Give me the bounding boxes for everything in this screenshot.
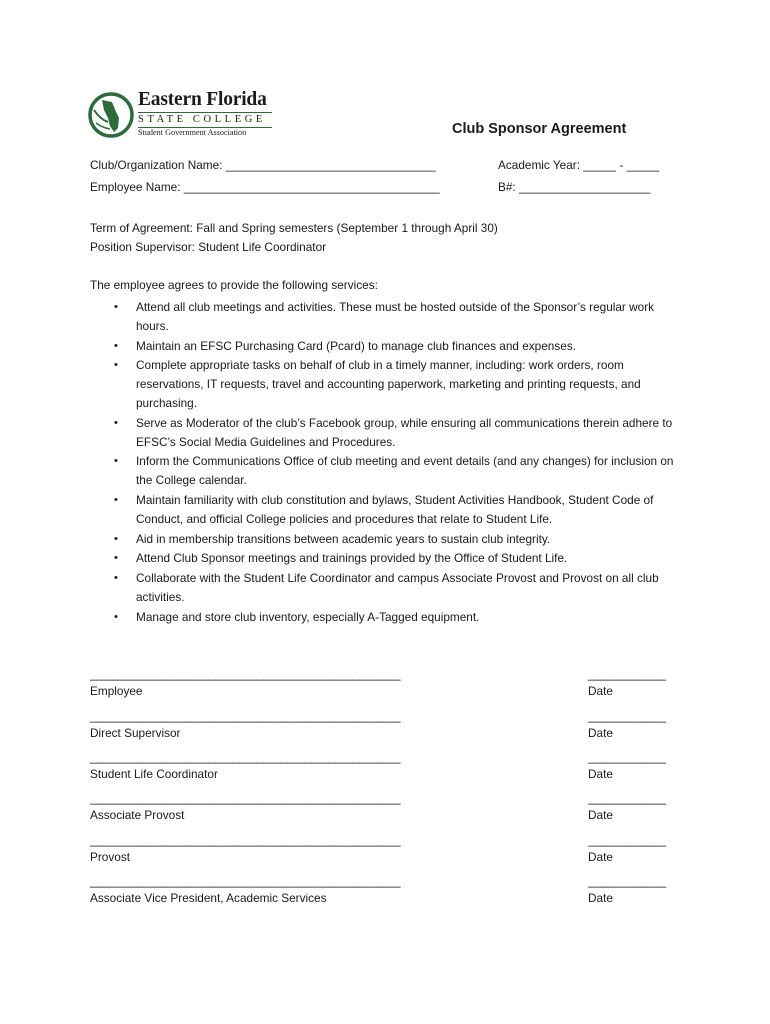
academic-year-field[interactable]: Academic Year: _____ - _____ xyxy=(498,158,660,172)
list-item: • Collaborate with the Student Life Coordinator and campus Associate Provost and Provost on all club activities. xyxy=(114,571,659,604)
position-supervisor: Position Supervisor: Student Life Coordinator xyxy=(90,240,327,254)
signature-line[interactable]: ____________________________________________________ xyxy=(90,667,400,681)
services-list xyxy=(90,298,690,628)
list-item: • Inform the Communications Office of club meeting and event details (and any changes) for inclusion on the College calendar. xyxy=(114,454,674,488)
bullet-icon: • xyxy=(114,339,118,352)
signature-row-direct-supervisor[interactable] xyxy=(90,709,680,745)
date-line[interactable]: _____________ xyxy=(588,874,666,888)
bullet-icon: • xyxy=(114,455,118,468)
signature-row-student-life-coordinator[interactable] xyxy=(90,750,680,786)
date-label: Date xyxy=(588,767,613,781)
signature-line[interactable]: ____________________________________________________ xyxy=(90,750,400,764)
logo-line-3: Student Government Association xyxy=(138,128,247,137)
list-item: • Maintain familiarity with club constitution and bylaws, Student Activities Handbook, Student Code of Conduct, and official College policies and procedures that relate to Student Life. xyxy=(114,492,654,526)
services-intro: The employee agrees to provide the following services: xyxy=(90,278,378,292)
signature-row-employee[interactable] xyxy=(90,667,680,703)
date-line[interactable]: _____________ xyxy=(588,750,666,764)
efsc-logo xyxy=(88,90,288,142)
bullet-icon: • xyxy=(114,416,118,429)
date-label: Date xyxy=(588,891,613,905)
bullet-icon: • xyxy=(114,532,118,545)
signature-label: Student Life Coordinator xyxy=(90,767,218,781)
signature-row-avp-academic-services[interactable] xyxy=(90,874,680,910)
date-label: Date xyxy=(588,726,613,740)
date-line[interactable]: _____________ xyxy=(588,833,666,847)
logo-line-2: STATE COLLEGE xyxy=(138,114,266,125)
signature-line[interactable]: ____________________________________________________ xyxy=(90,833,400,847)
signature-label: Provost xyxy=(90,850,130,864)
signature-label: Associate Vice President, Academic Services xyxy=(90,891,327,905)
signature-line[interactable]: ____________________________________________________ xyxy=(90,874,400,888)
bullet-icon: • xyxy=(114,610,118,623)
club-name-field[interactable]: Club/Organization Name: ________________________________ xyxy=(90,158,436,172)
date-label: Date xyxy=(588,684,613,698)
list-item: • Manage and store club inventory, especially A-Tagged equipment. xyxy=(90,608,690,627)
bullet-icon: • xyxy=(114,301,118,313)
logo-line-1: Eastern Florida xyxy=(138,89,267,110)
bullet-icon: • xyxy=(114,552,118,565)
bullet-icon: • xyxy=(114,572,118,585)
list-item: • Complete appropriate tasks on behalf of club in a timely manner, including: work orders, room reservations, IT requests, travel and accounting paperwork, marketing and printing requests, and purchasing. xyxy=(114,358,641,410)
document-title: Club Sponsor Agreement xyxy=(452,121,627,137)
signature-label: Associate Provost xyxy=(90,808,185,822)
term-of-agreement: Term of Agreement: Fall and Spring semesters (September 1 through April 30) xyxy=(90,221,498,235)
signature-row-provost[interactable] xyxy=(90,833,680,869)
date-line[interactable]: _____________ xyxy=(588,791,666,805)
b-number-field[interactable]: B#: ____________________ xyxy=(498,180,651,194)
college-seal-icon xyxy=(88,90,134,140)
bullet-icon: • xyxy=(114,493,118,506)
date-label: Date xyxy=(588,808,613,822)
list-item: • Aid in membership transitions between academic years to sustain club integrity. xyxy=(90,530,690,549)
date-line[interactable]: _____________ xyxy=(588,709,666,723)
date-line[interactable]: _____________ xyxy=(588,667,666,681)
date-label: Date xyxy=(588,850,613,864)
signature-row-associate-provost[interactable] xyxy=(90,791,680,827)
list-item: • Maintain an EFSC Purchasing Card (Pcard) to manage club finances and expenses. xyxy=(90,337,690,356)
bullet-icon: • xyxy=(114,359,118,372)
logo-rule-top xyxy=(138,112,272,113)
signature-label: Employee xyxy=(90,684,143,698)
signature-label: Direct Supervisor xyxy=(90,726,181,740)
list-item: • Attend all club meetings and activities. These must be hosted outside of the Sponsor’s regular work hours. xyxy=(114,300,655,333)
signature-line[interactable]: ____________________________________________________ xyxy=(90,791,400,805)
list-item: • Serve as Moderator of the club’s Facebook group, while ensuring all communications therein adhere to EFSC’s Social Media Guidelines and Procedures. xyxy=(114,415,673,449)
signature-line[interactable]: ____________________________________________________ xyxy=(90,709,400,723)
list-item: • Attend Club Sponsor meetings and trainings provided by the Office of Student Life. xyxy=(90,549,690,568)
employee-name-field[interactable]: Employee Name: _______________________________________ xyxy=(90,180,440,194)
